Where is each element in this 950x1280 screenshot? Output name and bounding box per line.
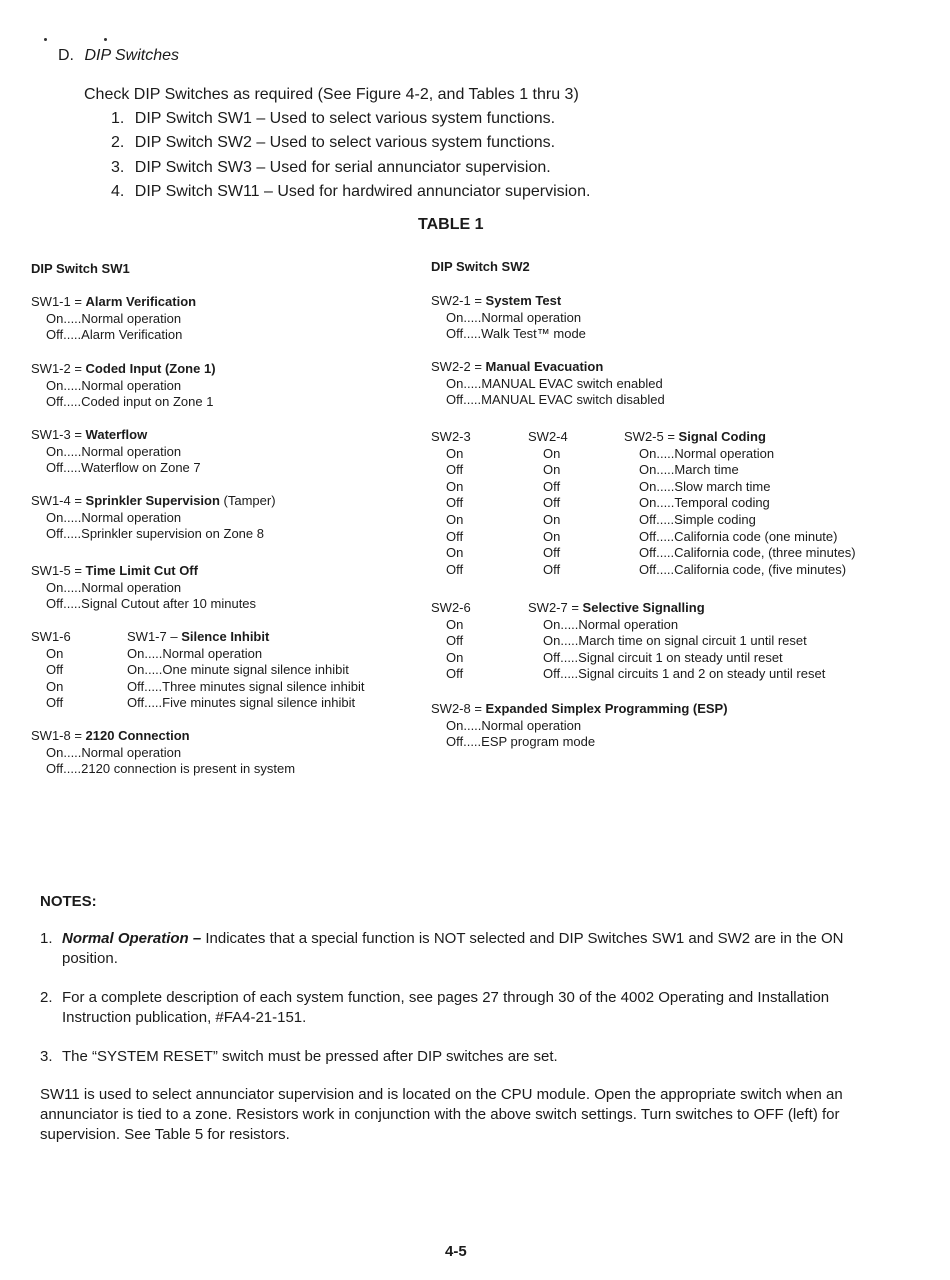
table-header-row: SW2-3 SW2-4 SW2-5 = Signal Coding <box>431 429 766 444</box>
sw1-2-on: On.....Normal operation <box>46 377 182 393</box>
table-row: Off On Off.....California code (one minute) <box>446 528 838 544</box>
table-title: TABLE 1 <box>418 216 484 233</box>
sw2-8-label: Expanded Simplex Programming (ESP) <box>485 701 728 716</box>
sw2-2-on: On.....MANUAL EVAC switch enabled <box>446 375 663 391</box>
sw1-8-off: Off.....2120 connection is present in system <box>46 761 296 777</box>
sw2-2-off: Off.....MANUAL EVAC switch disabled <box>446 392 665 408</box>
table-row: Off On.....March time on signal circuit 1 until reset <box>446 633 807 649</box>
scan-speck <box>44 38 47 41</box>
sw2-1-block: SW2-1 = System Test On.....Normal operation Off.....Walk Test™ mode <box>431 293 586 342</box>
table-row: Off Off On.....Temporal coding <box>446 495 770 511</box>
table-row: On On.....Normal operation <box>46 645 263 661</box>
note-item <box>40 929 867 969</box>
sw1-3-label: Waterflow <box>85 427 148 442</box>
sw1-6-7-table <box>31 629 365 712</box>
notes-heading: NOTES: <box>40 893 97 910</box>
table-row: On Off Off.....California code, (three minutes) <box>446 545 856 561</box>
sw2-1-on: On.....Normal operation <box>446 309 582 325</box>
sw1-5-on: On.....Normal operation <box>46 579 182 595</box>
sw2-8-block: SW2-8 = Expanded Simplex Programming (ESP) On.....Normal operation Off.....ESP program mode <box>431 701 728 750</box>
list-number: 3. <box>111 159 125 176</box>
list-text: DIP Switch SW11 – Used for hardwired annunciator supervision. <box>134 183 591 200</box>
sw1-2-block: SW1-2 = Coded Input (Zone 1) On.....Normal operation Off.....Coded input on Zone 1 <box>31 361 216 410</box>
sw1-2-label: Coded Input (Zone 1) <box>85 361 216 376</box>
sw1-5-block: SW1-5 = Time Limit Cut Off On.....Normal operation Off.....Signal Cutout after 10 minutes <box>31 563 257 612</box>
sw2-2-label: Manual Evacuation <box>485 359 604 374</box>
list-text: DIP Switch SW1 – Used to select various system functions. <box>134 110 556 127</box>
sw1-4-label: Sprinkler Supervision <box>85 493 220 508</box>
sw1-4-block: SW1-4 = Sprinkler Supervision (Tamper) On.....Normal operation Off.....Sprinkler supervision on Zone 8 <box>31 493 276 542</box>
sw2-3-4-5-table <box>431 429 856 578</box>
sw1-2-off: Off.....Coded input on Zone 1 <box>46 394 214 410</box>
list-number: 4. <box>111 183 125 200</box>
table-row: Off Off Off.....California code, (five minutes) <box>446 561 847 577</box>
table-row: Off On.....One minute signal silence inhibit <box>46 662 349 678</box>
sw1-4-on: On.....Normal operation <box>46 509 182 525</box>
list-item <box>111 159 551 177</box>
list-item <box>111 134 555 152</box>
sw2-1-off: Off.....Walk Test™ mode <box>446 326 586 342</box>
table-row: On On.....Normal operation <box>446 616 679 632</box>
section-heading <box>58 47 179 65</box>
table-row: On Off.....Three minutes signal silence inhibit <box>46 678 365 694</box>
list-text: DIP Switch SW2 – Used to select various system functions. <box>134 134 556 151</box>
table-header-row: SW1-6 SW1-7 – Silence Inhibit <box>31 629 270 644</box>
page-number: 4-5 <box>445 1243 467 1260</box>
sw1-8-on: On.....Normal operation <box>46 744 182 760</box>
sw1-heading: DIP Switch SW1 <box>31 261 130 276</box>
section-title: DIP Switches <box>84 47 179 64</box>
list-item <box>111 183 590 201</box>
list-text: DIP Switch SW3 – Used for serial annunciator supervision. <box>134 159 551 176</box>
sw2-heading: DIP Switch SW2 <box>431 259 530 274</box>
table-row: On Off On.....Slow march time <box>446 478 771 494</box>
table-row: Off Off.....Signal circuits 1 and 2 on steady until reset <box>446 666 826 682</box>
list-item <box>111 110 555 128</box>
sw1-1-on: On.....Normal operation <box>46 310 182 326</box>
table-row: On Off.....Signal circuit 1 on steady until reset <box>446 649 783 665</box>
sw1-8-block: SW1-8 = 2120 Connection On.....Normal operation Off.....2120 connection is present in system <box>31 728 296 777</box>
table-row: On On On.....Normal operation <box>446 445 775 461</box>
sw1-3-block: SW1-3 = Waterflow On.....Normal operation Off.....Waterflow on Zone 7 <box>31 427 201 476</box>
table-row: Off Off.....Five minutes signal silence inhibit <box>46 695 356 711</box>
table-row: Off On On.....March time <box>446 462 739 478</box>
table-row: On On Off.....Simple coding <box>446 511 756 527</box>
note-lead: Normal Operation – <box>62 930 206 947</box>
sw1-3-on: On.....Normal operation <box>46 443 182 459</box>
sw1-5-off: Off.....Signal Cutout after 10 minutes <box>46 596 257 612</box>
sw1-3-off: Off.....Waterflow on Zone 7 <box>46 460 201 476</box>
note-number: 3. <box>40 1048 53 1065</box>
note-item <box>40 988 867 1028</box>
sw2-8-off: Off.....ESP program mode <box>446 734 596 750</box>
note-number: 1. <box>40 930 53 947</box>
list-number: 2. <box>111 134 125 151</box>
sw1-8-label: 2120 Connection <box>85 728 190 743</box>
sw2-8-on: On.....Normal operation <box>446 717 582 733</box>
note-number: 2. <box>40 989 53 1006</box>
sw11-paragraph: SW11 is used to select annunciator supervision and is located on the CPU module. Open the appropriate switch when an annunciator is tied to a zone. Resistors work in conjunction with the above switch settings. Turn switches to OFF (left) for supervision. See Table 5 for resistors. <box>40 1086 843 1143</box>
sw1-1-block: SW1-1 = Alarm Verification On.....Normal operation Off.....Alarm Verification <box>31 294 197 343</box>
section-letter: D. <box>58 47 74 64</box>
sw1-1-off: Off.....Alarm Verification <box>46 327 183 343</box>
sw2-2-block: SW2-2 = Manual Evacuation On.....MANUAL EVAC switch enabled Off.....MANUAL EVAC switch disabled <box>431 359 665 408</box>
sw1-1-label: Alarm Verification <box>85 294 197 309</box>
list-number: 1. <box>111 110 125 127</box>
intro-text: Check DIP Switches as required (See Figure 4-2, and Tables 1 thru 3) <box>84 86 579 103</box>
note-text: For a complete description of each system function, see pages 27 through 30 of the 4002 Operating and Installation Instruction publication, #FA4-21-151. <box>62 989 830 1026</box>
scan-speck <box>104 38 107 41</box>
note-text: The “SYSTEM RESET” switch must be pressed after DIP switches are set. <box>62 1048 558 1065</box>
sw1-4-off: Off.....Sprinkler supervision on Zone 8 <box>46 526 264 542</box>
sw1-5-label: Time Limit Cut Off <box>85 563 198 578</box>
table-header-row: SW2-6 SW2-7 = Selective Signalling <box>431 600 705 615</box>
sw2-1-label: System Test <box>485 293 562 308</box>
note-item <box>40 1047 867 1067</box>
note-text: Indicates that a special function is NOT selected and DIP Switches SW1 and SW2 are in the ON position. <box>62 930 844 967</box>
sw2-6-7-table <box>431 600 825 683</box>
